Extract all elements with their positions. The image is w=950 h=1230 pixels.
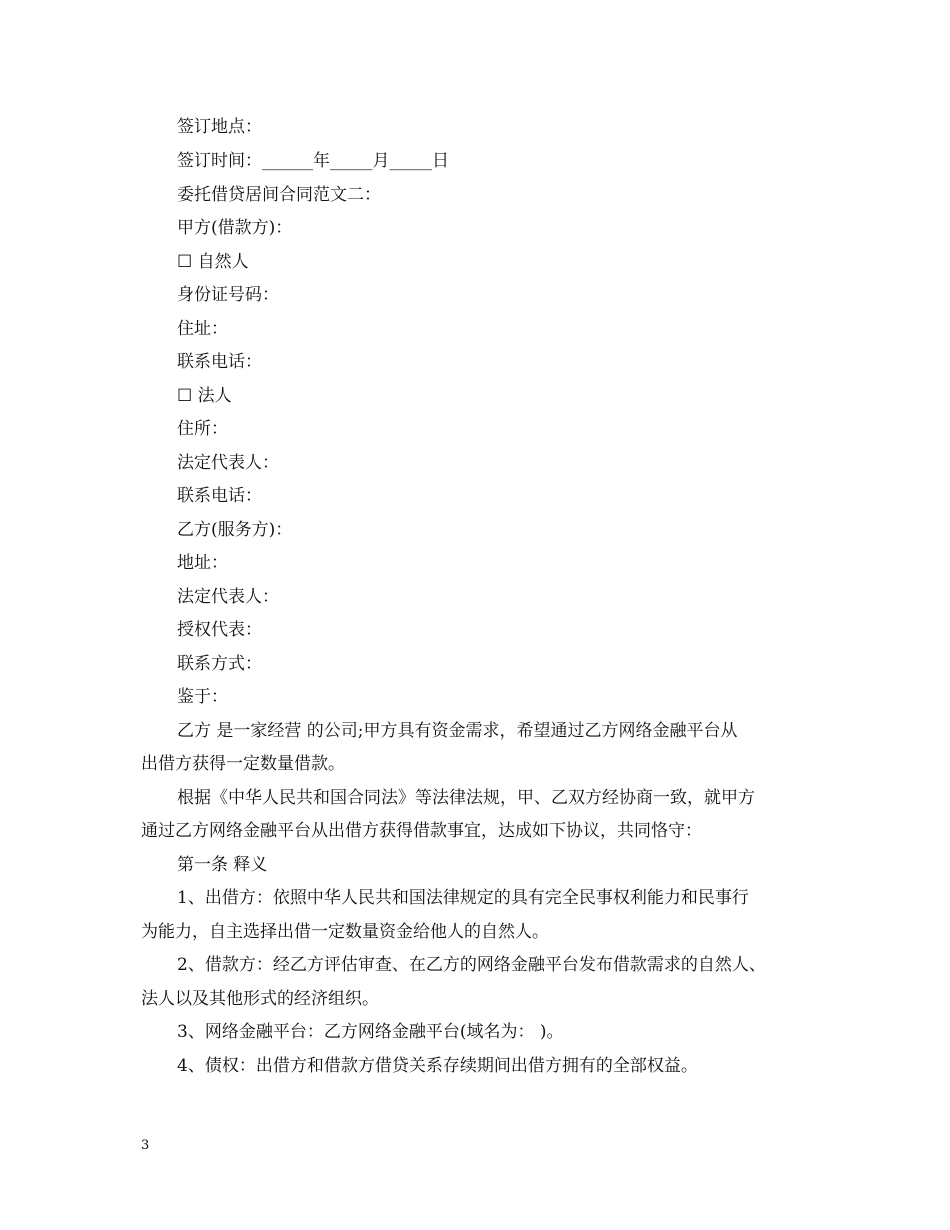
- paragraph-line: 法人以及其他形式的经济组织。: [141, 989, 379, 1009]
- checkbox-line: ☐ 自然人: [177, 252, 249, 272]
- paragraph-line: 3、网络金融平台：乙方网络金融平台(域名为： )。: [177, 1022, 564, 1042]
- text-line: 甲方(借款方)：: [177, 218, 293, 238]
- paragraph-line: 出借方获得一定数量借款。: [141, 754, 345, 774]
- page-number: 3: [141, 1138, 150, 1153]
- section-heading: 第一条 释义: [177, 855, 268, 875]
- text-line: 联系电话：: [177, 486, 262, 506]
- paragraph-line: 为能力，自主选择出借一定数量资金给他人的自然人。: [141, 922, 549, 942]
- paragraph-line: 1、出借方：依照中华人民共和国法律规定的具有完全民事权利能力和民事行: [177, 888, 749, 908]
- text-line: 签订地点：: [177, 117, 262, 137]
- text-line: 地址：: [177, 553, 228, 573]
- text-line: 签订时间：______年_____月_____日: [177, 151, 449, 171]
- paragraph-line: 根据《中华人民共和国合同法》等法律法规，甲、乙双方经协商一致，就甲方: [177, 788, 755, 808]
- text-line: 法定代表人：: [177, 587, 279, 607]
- paragraph-line: 通过乙方网络金融平台从出借方获得借款事宜，达成如下协议，共同恪守：: [141, 821, 702, 841]
- checkbox-line: ☐ 法人: [177, 386, 232, 406]
- text-line: 授权代表：: [177, 620, 262, 640]
- paragraph-line: 乙方 是一家经营 的公司;甲方具有资金需求，希望通过乙方网络金融平台从: [177, 721, 738, 741]
- text-line: 联系方式：: [177, 654, 262, 674]
- text-line: 乙方(服务方)：: [177, 520, 293, 540]
- text-line: 身份证号码：: [177, 285, 279, 305]
- paragraph-line: 4、债权：出借方和借款方借贷关系存续期间出借方拥有的全部权益。: [177, 1056, 698, 1076]
- text-line: 鉴于：: [177, 687, 228, 707]
- text-line: 联系电话：: [177, 352, 262, 372]
- text-line: 住所：: [177, 419, 228, 439]
- text-line: 住址：: [177, 319, 228, 339]
- paragraph-line: 2、借款方：经乙方评估审查、在乙方的网络金融平台发布借款需求的自然人、: [177, 955, 766, 975]
- text-line: 委托借贷居间合同范文二：: [177, 185, 381, 205]
- text-line: 法定代表人：: [177, 453, 279, 473]
